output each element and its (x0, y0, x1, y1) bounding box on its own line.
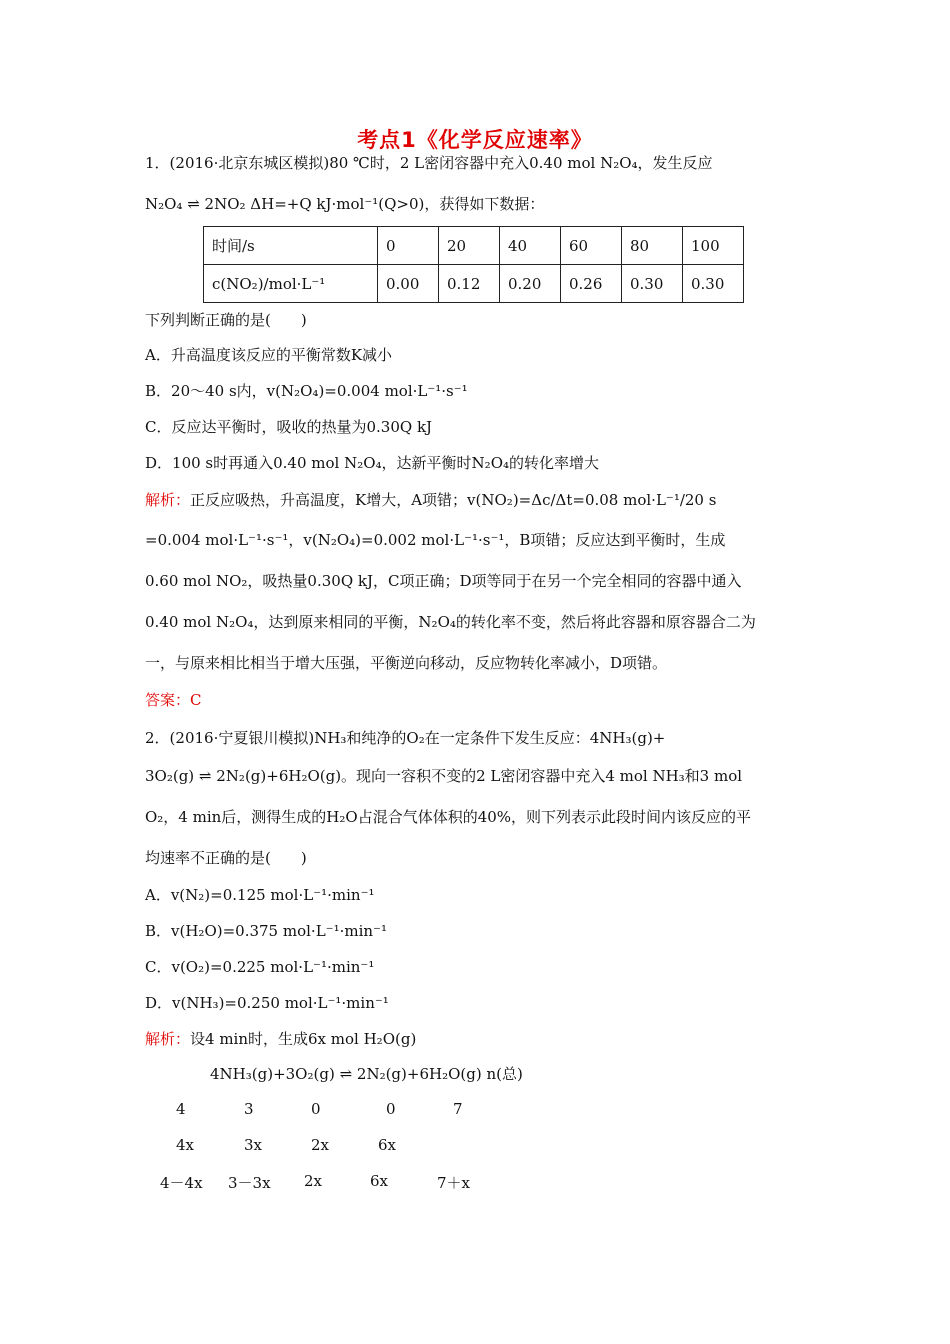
time-cell: 100 (683, 227, 744, 265)
q1-stem-line-1: 1．(2016·北京东城区模拟)80 ℃时，2 L密闭容器中充入0.40 mol N₂O₄，发生反应 (145, 154, 713, 172)
conc-cell: 0.20 (500, 265, 561, 303)
calc-cell: 0 (311, 1100, 321, 1118)
conc-cell: 0.30 (622, 265, 683, 303)
analysis-label: 解析： (145, 1030, 191, 1048)
q1-stem-line-2: N₂O₄ ⇌ 2NO₂ ΔH=+Q kJ·mol⁻¹(Q>0)，获得如下数据： (145, 195, 545, 213)
conc-cell: 0.26 (561, 265, 622, 303)
q1-option-d: D．100 s时再通入0.40 mol N₂O₄，达新平衡时N₂O₄的转化率增大 (145, 454, 600, 472)
table-row-concentration (204, 265, 744, 303)
q1-option-c: C．反应达平衡时，吸收的热量为0.30Q kJ (145, 418, 433, 436)
q1-analysis-line-1 (145, 489, 716, 510)
q2-stem-line-4: 均速率不正确的是( ) (145, 849, 307, 867)
q1-analysis-line-2: =0.004 mol·L⁻¹·s⁻¹，v(N₂O₄)=0.002 mol·L⁻¹·s⁻¹，B项错；反应达到平衡时，生成 (145, 531, 726, 549)
time-cell: 40 (500, 227, 561, 265)
calc-cell: 7 (453, 1100, 463, 1118)
calc-cell: 3－3x (228, 1174, 271, 1192)
q2-analysis (145, 1028, 416, 1049)
calc-cell: 4－4x (160, 1174, 203, 1192)
q1-answer: 答案：C (145, 691, 202, 709)
q2-stem-line-1: 2．(2016·宁夏银川模拟)NH₃和纯净的O₂在一定条件下发生反应：4NH₃(g)+ (145, 729, 666, 747)
row-header-concentration: c(NO₂)/mol·L⁻¹ (204, 265, 378, 303)
calc-cell: 4 (176, 1100, 186, 1118)
calc-cell: 6x (370, 1172, 389, 1190)
conc-cell: 0.00 (378, 265, 439, 303)
calc-header: 4NH₃(g)+3O₂(g) ⇌ 2N₂(g)+6H₂O(g) n(总) (210, 1065, 523, 1083)
analysis-text: 设4 min时，生成6x mol H₂O(g) (190, 1030, 417, 1048)
calc-cell: 3 (244, 1100, 254, 1118)
calc-cell: 2x (311, 1136, 330, 1154)
time-cell: 20 (439, 227, 500, 265)
table-row-time (204, 227, 744, 265)
q1-option-a: A．升高温度该反应的平衡常数K减小 (145, 346, 393, 364)
row-header-time: 时间/s (204, 227, 378, 265)
calc-cell: 3x (244, 1136, 263, 1154)
q2-option-a: A．v(N₂)=0.125 mol·L⁻¹·min⁻¹ (145, 886, 375, 904)
calc-cell: 4x (176, 1136, 195, 1154)
calc-cell: 7＋x (437, 1174, 471, 1192)
q2-stem-line-3: O₂，4 min后，测得生成的H₂O占混合气体体积的40%，则下列表示此段时间内该反应的平 (145, 808, 752, 826)
conc-cell: 0.12 (439, 265, 500, 303)
q1-analysis-line-3: 0.60 mol NO₂，吸热量0.30Q kJ，C项正确；D项等同于在另一个完全相同的容器中通入 (145, 572, 742, 590)
q2-stem-line-2: 3O₂(g) ⇌ 2N₂(g)+6H₂O(g)。现向一容积不变的2 L密闭容器中充入4 mol NH₃和3 mol (145, 767, 743, 785)
calc-cell: 0 (386, 1100, 396, 1118)
analysis-text: 正反应吸热，升高温度，K增大，A项错；v(NO₂)=Δc/Δt=0.08 mol·L⁻¹/20 s (190, 491, 717, 509)
q1-data-table (203, 226, 744, 303)
time-cell: 80 (622, 227, 683, 265)
q1-analysis-line-5: 一，与原来相比相当于增大压强，平衡逆向移动，反应物转化率减小，D项错。 (145, 654, 668, 672)
conc-cell: 0.30 (683, 265, 744, 303)
page-title: 考点1《化学反应速率》 (357, 128, 593, 152)
q2-option-c: C．v(O₂)=0.225 mol·L⁻¹·min⁻¹ (145, 958, 375, 976)
q2-option-d: D．v(NH₃)=0.250 mol·L⁻¹·min⁻¹ (145, 994, 389, 1012)
time-cell: 0 (378, 227, 439, 265)
q2-option-b: B．v(H₂O)=0.375 mol·L⁻¹·min⁻¹ (145, 922, 387, 940)
calc-cell: 2x (304, 1172, 323, 1190)
q1-analysis-line-4: 0.40 mol N₂O₄，达到原来相同的平衡，N₂O₄的转化率不变，然后将此容器和原容器合二为 (145, 613, 756, 631)
calc-cell: 6x (378, 1136, 397, 1154)
analysis-label: 解析： (145, 491, 191, 509)
time-cell: 60 (561, 227, 622, 265)
q1-prompt: 下列判断正确的是( ) (145, 311, 307, 329)
q1-option-b: B．20～40 s内，v(N₂O₄)=0.004 mol·L⁻¹·s⁻¹ (145, 382, 468, 400)
